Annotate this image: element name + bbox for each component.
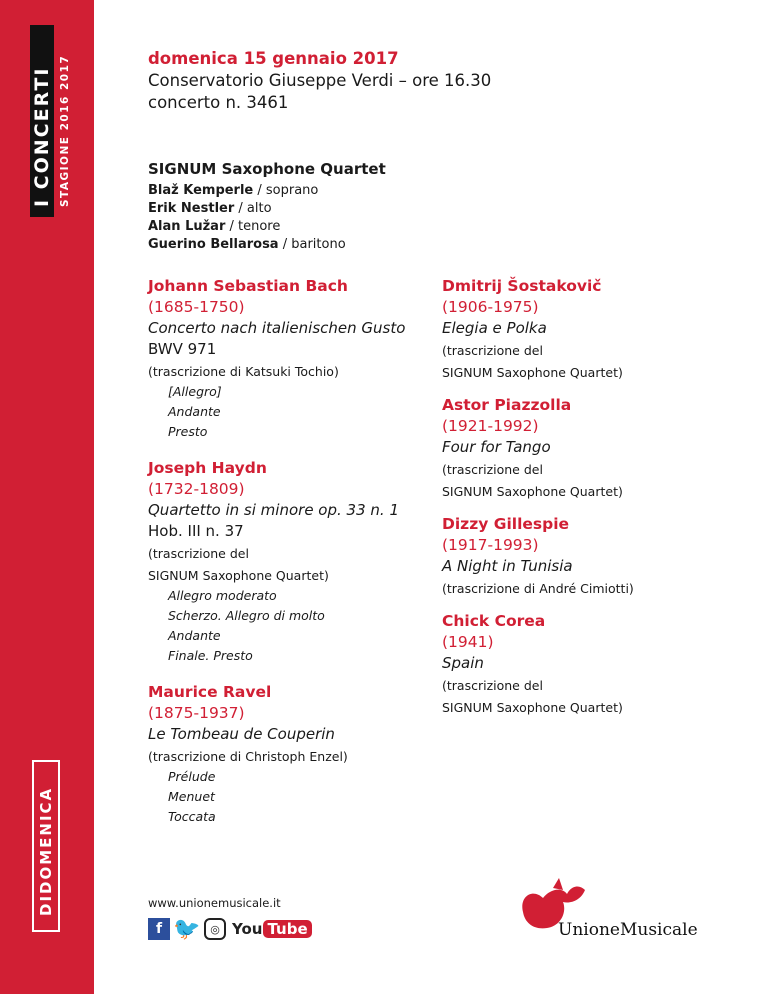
transcription-note: (trascrizione del xyxy=(442,343,543,358)
youtube-tube: Tube xyxy=(263,920,311,938)
movements-list xyxy=(148,382,438,442)
work-catalog: BWV 971 xyxy=(148,340,217,358)
youtube-icon[interactable] xyxy=(232,920,312,938)
program-left-column xyxy=(148,276,438,843)
composer-years: (1906-1975) xyxy=(442,298,539,316)
transcription-note: (trascrizione di André Cimiotti) xyxy=(442,581,634,596)
work-catalog: Hob. III n. 37 xyxy=(148,522,244,540)
member-role: / baritono xyxy=(278,237,346,252)
composer-name: Johann Sebastian Bach xyxy=(148,277,348,295)
ensemble-member xyxy=(148,200,386,218)
work-title: Quartetto in si minore op. 33 n. 1 xyxy=(148,501,399,519)
transcription-note: SIGNUM Saxophone Quartet) xyxy=(442,484,623,499)
transcription-note: SIGNUM Saxophone Quartet) xyxy=(442,700,623,715)
series-label xyxy=(30,25,78,217)
concert-header xyxy=(148,48,491,114)
member-role: / alto xyxy=(234,201,272,216)
program-item xyxy=(148,276,438,442)
youtube-you: You xyxy=(232,920,263,938)
movement: Menuet xyxy=(168,789,215,804)
instagram-icon[interactable]: ◎ xyxy=(204,918,226,940)
logo-text: UnioneMusicale xyxy=(558,920,698,940)
work-title: Concerto nach italienischen Gusto xyxy=(148,319,406,337)
member-role: / soprano xyxy=(253,183,319,198)
composer-name: Astor Piazzolla xyxy=(442,396,572,414)
ensemble-member xyxy=(148,218,386,236)
program-item xyxy=(148,458,438,666)
transcription-note: (trascrizione del xyxy=(442,462,543,477)
season-label: STAGIONE 2016 2017 xyxy=(59,54,71,207)
composer-years: (1941) xyxy=(442,633,494,651)
composer-name: Maurice Ravel xyxy=(148,683,272,701)
work-title: Spain xyxy=(442,654,484,672)
transcription-note: (trascrizione di Katsuki Tochio) xyxy=(148,364,339,379)
program-right-column xyxy=(442,276,732,730)
movement: Finale. Presto xyxy=(168,648,253,663)
movement: Presto xyxy=(168,424,208,439)
ensemble-member xyxy=(148,182,386,200)
ensemble-member xyxy=(148,236,386,254)
composer-years: (1732-1809) xyxy=(148,480,245,498)
transcription-note: (trascrizione del xyxy=(442,678,543,693)
social-links xyxy=(148,918,312,940)
program-item xyxy=(442,395,732,502)
program-item xyxy=(442,276,732,383)
work-title: Four for Tango xyxy=(442,438,551,456)
movement: Scherzo. Allegro di molto xyxy=(168,608,325,623)
work-title: A Night in Tunisia xyxy=(442,557,573,575)
transcription-note: (trascrizione di Christoph Enzel) xyxy=(148,749,348,764)
movement: Toccata xyxy=(168,809,216,824)
composer-years: (1921-1992) xyxy=(442,417,539,435)
program-item xyxy=(148,682,438,827)
movements-list xyxy=(148,586,438,666)
composer-name: Dmitrij Šostakovič xyxy=(442,277,602,295)
composer-years: (1917-1993) xyxy=(442,536,539,554)
website-link[interactable]: www.unionemusicale.it xyxy=(148,896,281,910)
movement: [Allegro] xyxy=(168,384,222,399)
member-name: Alan Lužar xyxy=(148,219,226,234)
member-role: / tenore xyxy=(225,219,281,234)
member-name: Guerino Bellarosa xyxy=(148,237,279,252)
cycle-label: DIDOMENICA xyxy=(32,760,60,932)
concert-venue: Conservatorio Giuseppe Verdi – ore 16.30 xyxy=(148,71,492,90)
member-name: Erik Nestler xyxy=(148,201,235,216)
series-title: I CONCERTI xyxy=(30,25,54,217)
composer-years: (1875-1937) xyxy=(148,704,245,722)
ensemble-name: SIGNUM Saxophone Quartet xyxy=(148,160,386,178)
concert-number: concerto n. 3461 xyxy=(148,93,289,112)
member-name: Blaž Kemperle xyxy=(148,183,254,198)
composer-name: Joseph Haydn xyxy=(148,459,267,477)
program-item xyxy=(442,611,732,718)
program-item xyxy=(442,514,732,599)
movement: Allegro moderato xyxy=(168,588,277,603)
composer-years: (1685-1750) xyxy=(148,298,245,316)
facebook-icon[interactable]: f xyxy=(148,918,170,940)
movement: Prélude xyxy=(168,769,216,784)
composer-name: Dizzy Gillespie xyxy=(442,515,570,533)
transcription-note: SIGNUM Saxophone Quartet) xyxy=(442,365,623,380)
transcription-note: (trascrizione del xyxy=(148,546,249,561)
work-title: Le Tombeau de Couperin xyxy=(148,725,335,743)
work-title: Elegia e Polka xyxy=(442,319,547,337)
composer-name: Chick Corea xyxy=(442,612,546,630)
ensemble-block xyxy=(148,160,386,254)
transcription-note: SIGNUM Saxophone Quartet) xyxy=(148,568,329,583)
unione-musicale-logo-icon xyxy=(515,876,715,956)
twitter-icon[interactable]: 🐦 xyxy=(173,916,201,942)
concert-date: domenica 15 gennaio 2017 xyxy=(148,49,399,68)
movement: Andante xyxy=(168,404,221,419)
movement: Andante xyxy=(168,628,221,643)
movements-list xyxy=(148,767,438,827)
